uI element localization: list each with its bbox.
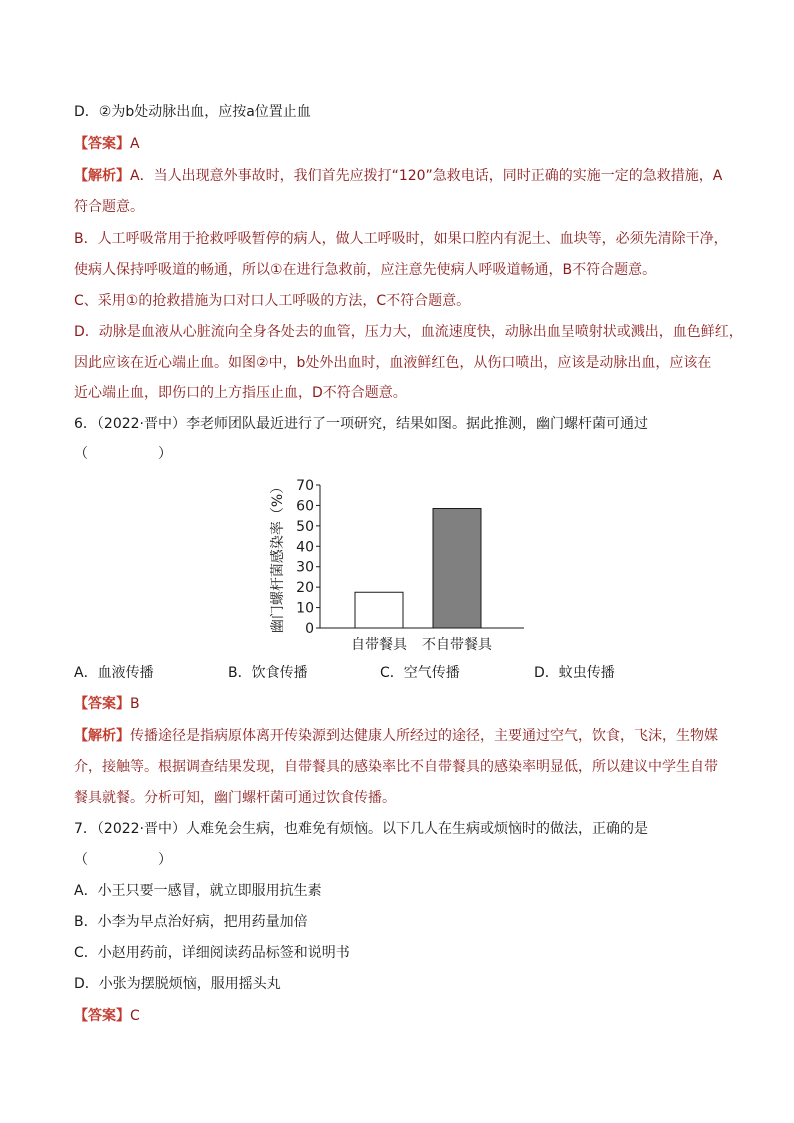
q6-option-c: C．空气传播 bbox=[380, 665, 460, 681]
bars bbox=[355, 508, 481, 628]
y-tick-label: 0 bbox=[305, 621, 314, 637]
q6-option-d: D．蚊虫传播 bbox=[534, 665, 615, 681]
answer-value: B bbox=[130, 696, 140, 712]
y-axis-ticks bbox=[296, 478, 320, 637]
bar bbox=[355, 592, 403, 628]
q5-analysis-line: C、采用①的抢救措施为口对口人工呼吸的方法，C不符合题意。 bbox=[74, 293, 471, 309]
y-tick-label: 70 bbox=[296, 478, 314, 494]
answer-value: C bbox=[130, 1008, 140, 1024]
q5-option-d: D．②为b处动脉出血，应按a位置止血 bbox=[74, 104, 311, 120]
q6-blank: （ ） bbox=[74, 446, 172, 462]
answer-label: 【答案】 bbox=[74, 136, 130, 152]
q7-stem: 7．（2022·晋中）人难免会生病，也难免有烦恼。以下几人在生病或烦恼时的做法，正确的是 bbox=[74, 821, 648, 837]
y-tick-label: 50 bbox=[296, 518, 314, 535]
q5-analysis-line: 符合题意。 bbox=[74, 199, 144, 215]
q7-answer bbox=[74, 1006, 140, 1026]
y-tick-label: 20 bbox=[296, 580, 314, 597]
q6-answer bbox=[74, 694, 140, 714]
q5-answer bbox=[74, 134, 140, 154]
category-label: 不自带餐具 bbox=[422, 637, 492, 653]
answer-label: 【答案】 bbox=[74, 1008, 130, 1024]
q5-analysis-line: B．人工呼吸常用于抢救呼吸暂停的病人，做人工呼吸时，如果口腔内有泥土、血块等，必须先清除干净， bbox=[74, 231, 728, 247]
y-tick-label: 10 bbox=[296, 600, 314, 617]
category-label: 自带餐具 bbox=[351, 637, 407, 653]
bar bbox=[433, 508, 481, 628]
q6-analysis-line: 餐具就餐。分析可知，幽门螺杆菌可通过饮食传播。 bbox=[74, 790, 396, 806]
analysis-text: A．当人出现意外事故时，我们首先应拨打“120”急救电话，同时正确的实施一定的急救措施，A bbox=[130, 168, 723, 184]
analysis-label: 【解析】 bbox=[74, 728, 130, 744]
q7-option-d: D．小张为摆脱烦恼，服用摇头丸 bbox=[74, 976, 281, 992]
q5-analysis-line bbox=[74, 166, 722, 186]
category-labels bbox=[351, 636, 493, 653]
q6-analysis-line bbox=[74, 726, 718, 746]
q5-analysis-line: 因此应该在近心端止血。如图②中，b处外出血时，血液鲜红色，从伤口喷出，应该是动脉出血，应该在 bbox=[74, 355, 712, 371]
q6-stem: 6．（2022·晋中）李老师团队最近进行了一项研究，结果如图。据此推测，幽门螺杆菌可通过 bbox=[74, 416, 648, 432]
q7-blank: （ ） bbox=[74, 852, 172, 868]
q5-analysis-line: 使病人保持呼吸道的畅通，所以①在进行急救前，应注意先使病人呼吸道畅通，B不符合题意。 bbox=[74, 262, 657, 278]
analysis-label: 【解析】 bbox=[74, 168, 130, 184]
q6-analysis-line: 介，接触等。根据调查结果发现，自带餐具的感染率比不自带餐具的感染率明显低，所以建议中学生自带 bbox=[74, 759, 718, 775]
answer-value: A bbox=[130, 136, 140, 152]
q6-option-a: A．血液传播 bbox=[74, 665, 154, 681]
y-tick-label: 30 bbox=[296, 559, 314, 576]
q7-option-c: C．小赵用药前，详细阅读药品标签和说明书 bbox=[74, 945, 350, 961]
answer-label: 【答案】 bbox=[74, 696, 130, 712]
q7-option-b: B．小李为早点治好病，把用药量加倍 bbox=[74, 914, 308, 930]
y-tick-label: 60 bbox=[296, 498, 314, 515]
y-axis-label bbox=[269, 480, 286, 633]
q5-analysis-line: 近心端止血，即伤口的上方指压止血，D不符合题意。 bbox=[74, 385, 407, 401]
y-tick-label: 40 bbox=[296, 539, 314, 556]
y-axis-title: 幽门螺杆菌感染率（%） bbox=[270, 479, 286, 634]
q7-option-a: A．小王只要一感冒，就立即服用抗生素 bbox=[74, 883, 322, 899]
q6-option-b: B．饮食传播 bbox=[228, 665, 308, 681]
q5-analysis-line: D．动脉是血液从心脏流向全身各处去的血管，压力大，血流速度快，动脉出血呈喷射状或溅出，血色鲜红， bbox=[74, 324, 743, 340]
infection-rate-chart bbox=[262, 470, 532, 660]
analysis-text: 传播途径是指病原体离开传染源到达健康人所经过的途径，主要通过空气，饮食，飞沫，生物媒 bbox=[130, 728, 718, 744]
